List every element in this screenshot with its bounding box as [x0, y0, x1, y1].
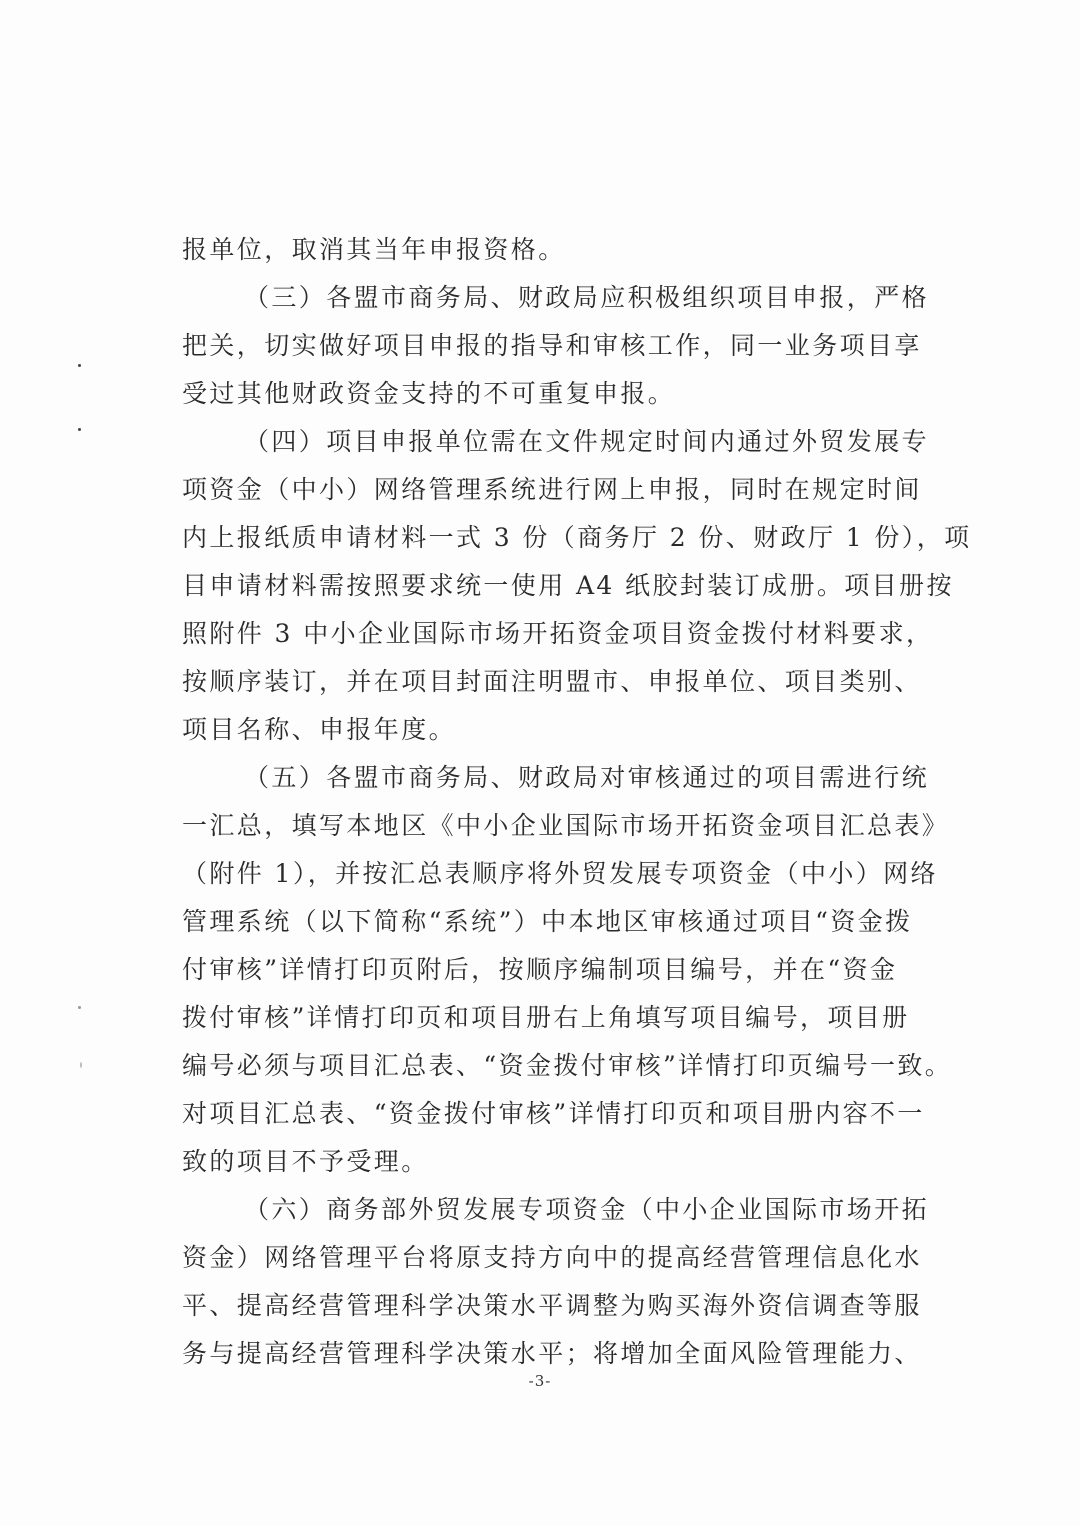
text-line: 一汇总，填写本地区《中小企业国际市场开拓资金项目汇总表》	[182, 811, 950, 840]
text-line: 付审核”详情打印页附后，按顺序编制项目编号，并在“资金	[182, 955, 898, 984]
text-line: 项资金（中小）网络管理系统进行网上申报，同时在规定时间	[182, 475, 922, 504]
scan-mark	[78, 1006, 81, 1009]
text-line: 资金）网络管理平台将原支持方向中的提高经营管理信息化水	[182, 1243, 922, 1272]
page-number: -3-	[528, 1372, 552, 1390]
scan-mark	[78, 364, 81, 367]
text-line: 受过其他财政资金支持的不可重复申报。	[182, 379, 676, 408]
text-line: 编号必须与项目汇总表、“资金拨付审核”详情打印页编号一致。	[182, 1051, 953, 1080]
text-line: 项目名称、申报年度。	[182, 715, 457, 744]
scan-mark	[80, 1062, 82, 1068]
text-line: 致的项目不予受理。	[182, 1147, 429, 1176]
body-text	[182, 226, 972, 1378]
text-line: 报单位，取消其当年申报资格。	[182, 235, 566, 264]
text-line: 务与提高经营管理科学决策水平；将增加全面风险管理能力、	[182, 1339, 922, 1368]
text-line: 目申请材料需按照要求统一使用 A4 纸胶封装订成册。项目册按	[182, 571, 954, 600]
text-line: （五）各盟市商务局、财政局对审核通过的项目需进行统	[244, 763, 930, 792]
text-line: （四）项目申报单位需在文件规定时间内通过外贸发展专	[244, 427, 930, 456]
text-line: 管理系统（以下简称“系统”）中本地区审核通过项目“资金拨	[182, 907, 913, 936]
text-line: 拨付审核”详情打印页和项目册右上角填写项目编号，项目册	[182, 1003, 910, 1032]
text-line: （附件 1），并按汇总表顺序将外贸发展专项资金（中小）网络	[182, 859, 938, 888]
text-line: （六）商务部外贸发展专项资金（中小企业国际市场开拓	[244, 1195, 930, 1224]
text-line: 按顺序装订，并在项目封面注明盟市、申报单位、项目类别、	[182, 667, 922, 696]
text-line: 对项目汇总表、“资金拨付审核”详情打印页和项目册内容不一	[182, 1099, 925, 1128]
text-line: 把关，切实做好项目申报的指导和审核工作，同一业务项目享	[182, 331, 922, 360]
text-line: 照附件 3 中小企业国际市场开拓资金项目资金拨付材料要求，	[182, 619, 934, 648]
scan-mark	[78, 428, 81, 431]
text-line: 平、提高经营管理科学决策水平调整为购买海外资信调查等服	[182, 1291, 922, 1320]
text-line: 内上报纸质申请材料一式 3 份（商务厅 2 份、财政厅 1 份），项	[182, 523, 972, 552]
text-line: （三）各盟市商务局、财政局应积极组织项目申报，严格	[244, 283, 930, 312]
